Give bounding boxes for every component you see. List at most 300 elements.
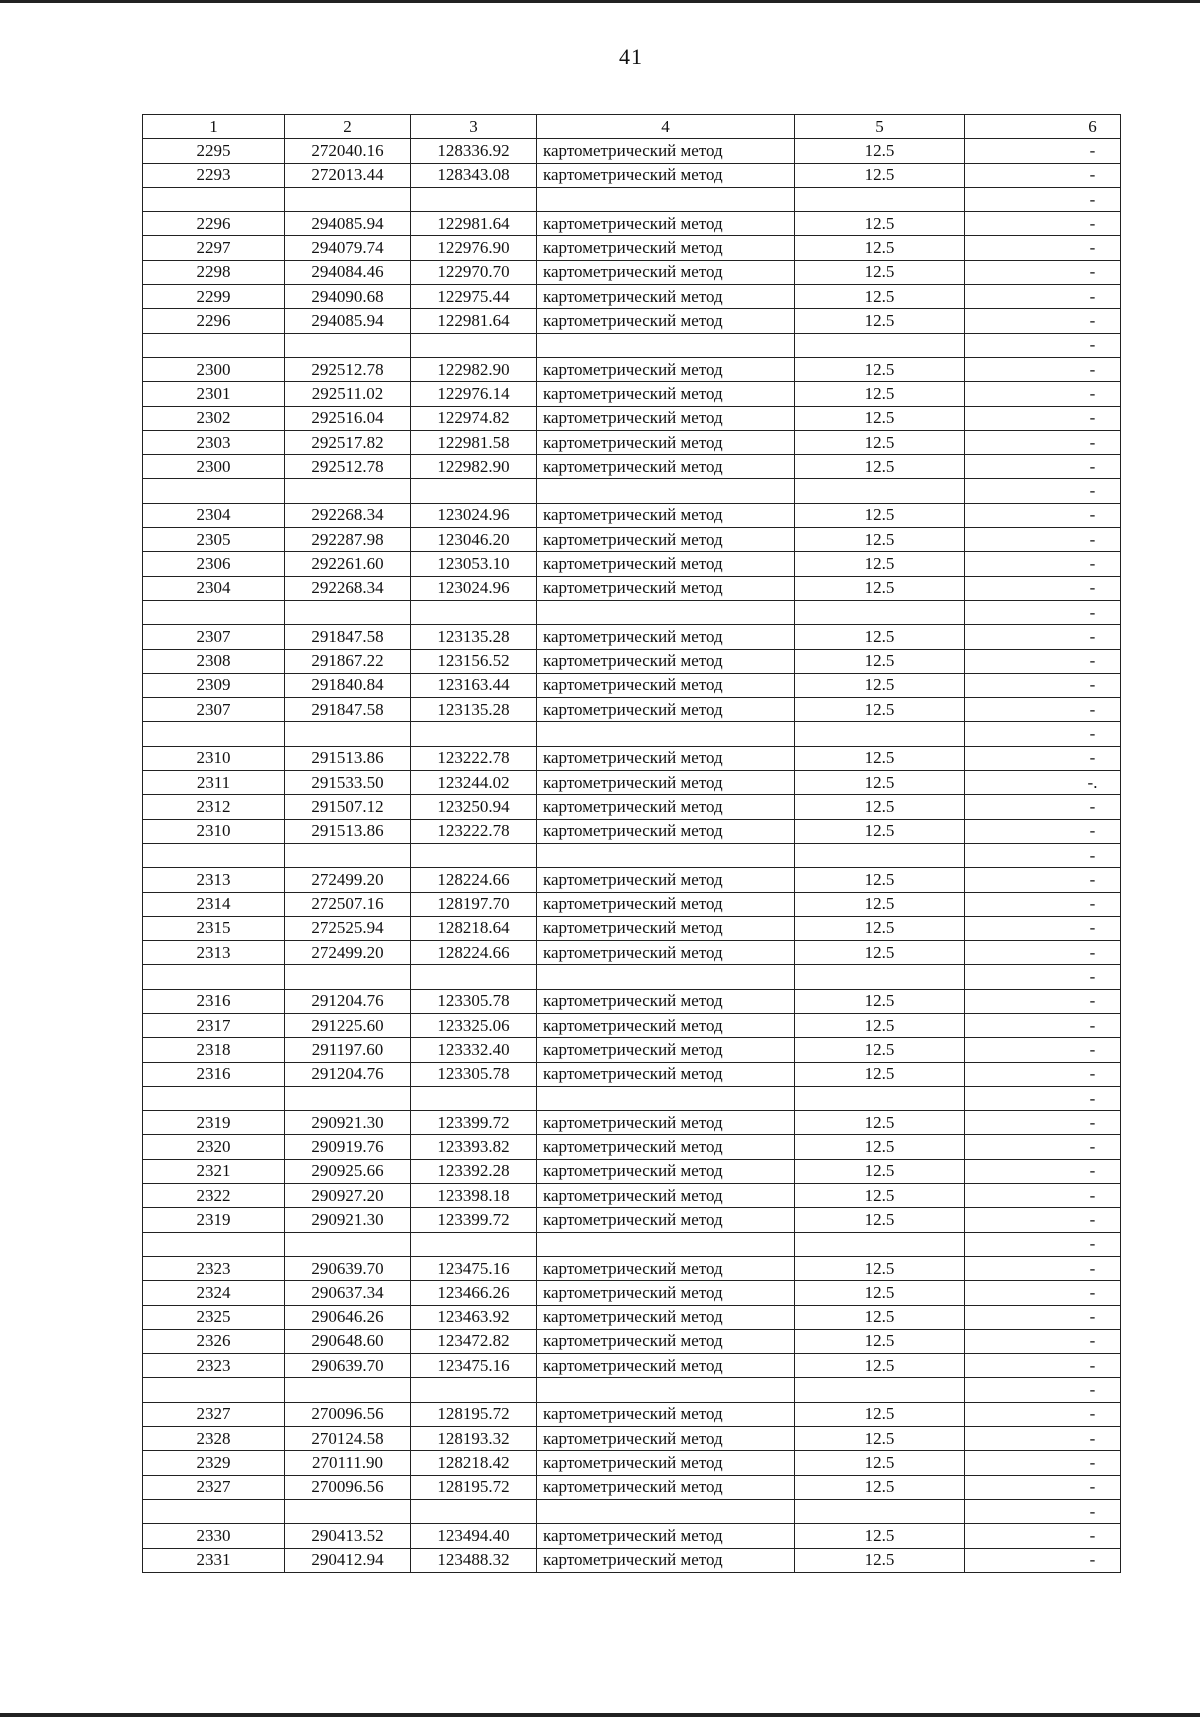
table-row bbox=[143, 503, 1121, 527]
x-coordinate-cell bbox=[285, 843, 411, 867]
method-cell bbox=[537, 1232, 795, 1256]
y-coordinate-cell: 123494.40 bbox=[411, 1524, 537, 1548]
method-cell: картометрический метод bbox=[537, 309, 795, 333]
note-cell: - bbox=[965, 649, 1121, 673]
x-coordinate-cell: 290639.70 bbox=[285, 1354, 411, 1378]
table-row bbox=[143, 1038, 1121, 1062]
accuracy-cell bbox=[795, 1232, 965, 1256]
point-number-cell: 2297 bbox=[143, 236, 285, 260]
point-number-cell: 2328 bbox=[143, 1427, 285, 1451]
note-cell: - bbox=[965, 1086, 1121, 1110]
accuracy-cell bbox=[795, 333, 965, 357]
table-row bbox=[143, 260, 1121, 284]
method-cell: картометрический метод bbox=[537, 1475, 795, 1499]
method-cell: картометрический метод bbox=[537, 455, 795, 479]
x-coordinate-cell: 272525.94 bbox=[285, 916, 411, 940]
table-row bbox=[143, 625, 1121, 649]
table-row bbox=[143, 843, 1121, 867]
x-coordinate-cell: 291513.86 bbox=[285, 819, 411, 843]
y-coordinate-cell: 123393.82 bbox=[411, 1135, 537, 1159]
point-number-cell: 2327 bbox=[143, 1475, 285, 1499]
note-cell: - bbox=[965, 1111, 1121, 1135]
x-coordinate-cell: 290639.70 bbox=[285, 1256, 411, 1280]
table-header-row bbox=[143, 115, 1121, 139]
table-row bbox=[143, 576, 1121, 600]
x-coordinate-cell: 291204.76 bbox=[285, 1062, 411, 1086]
x-coordinate-cell: 292268.34 bbox=[285, 503, 411, 527]
note-cell: - bbox=[965, 1208, 1121, 1232]
note-cell: - bbox=[965, 1184, 1121, 1208]
y-coordinate-cell: 123399.72 bbox=[411, 1208, 537, 1232]
y-coordinate-cell: 122975.44 bbox=[411, 285, 537, 309]
accuracy-cell: 12.5 bbox=[795, 1013, 965, 1037]
x-coordinate-cell: 270111.90 bbox=[285, 1451, 411, 1475]
table-row bbox=[143, 163, 1121, 187]
table-row bbox=[143, 1013, 1121, 1037]
x-coordinate-cell: 291847.58 bbox=[285, 625, 411, 649]
y-coordinate-cell bbox=[411, 479, 537, 503]
accuracy-cell: 12.5 bbox=[795, 236, 965, 260]
y-coordinate-cell: 123135.28 bbox=[411, 625, 537, 649]
table-row bbox=[143, 139, 1121, 163]
y-coordinate-cell: 128343.08 bbox=[411, 163, 537, 187]
note-cell: - bbox=[965, 892, 1121, 916]
point-number-cell: 2308 bbox=[143, 649, 285, 673]
accuracy-cell: 12.5 bbox=[795, 309, 965, 333]
point-number-cell: 2320 bbox=[143, 1135, 285, 1159]
point-number-cell: 2313 bbox=[143, 941, 285, 965]
table-row bbox=[143, 892, 1121, 916]
point-number-cell: 2301 bbox=[143, 382, 285, 406]
point-number-cell bbox=[143, 479, 285, 503]
x-coordinate-cell: 291507.12 bbox=[285, 795, 411, 819]
method-cell: картометрический метод bbox=[537, 1427, 795, 1451]
point-number-cell bbox=[143, 722, 285, 746]
x-coordinate-cell: 270096.56 bbox=[285, 1475, 411, 1499]
x-coordinate-cell: 290921.30 bbox=[285, 1208, 411, 1232]
accuracy-cell: 12.5 bbox=[795, 528, 965, 552]
x-coordinate-cell: 290921.30 bbox=[285, 1111, 411, 1135]
table-row bbox=[143, 1427, 1121, 1451]
method-cell bbox=[537, 843, 795, 867]
x-coordinate-cell: 270124.58 bbox=[285, 1427, 411, 1451]
method-cell: картометрический метод bbox=[537, 989, 795, 1013]
table-row bbox=[143, 1135, 1121, 1159]
method-cell: картометрический метод bbox=[537, 941, 795, 965]
note-cell: - bbox=[965, 1038, 1121, 1062]
x-coordinate-cell bbox=[285, 965, 411, 989]
y-coordinate-cell: 123156.52 bbox=[411, 649, 537, 673]
accuracy-cell: 12.5 bbox=[795, 260, 965, 284]
note-cell: - bbox=[965, 600, 1121, 624]
method-cell: картометрический метод bbox=[537, 1548, 795, 1572]
method-cell: картометрический метод bbox=[537, 1402, 795, 1426]
point-number-cell: 2326 bbox=[143, 1329, 285, 1353]
y-coordinate-cell: 123135.28 bbox=[411, 698, 537, 722]
method-cell: картометрический метод bbox=[537, 795, 795, 819]
note-cell: - bbox=[965, 1135, 1121, 1159]
note-cell: - bbox=[965, 503, 1121, 527]
accuracy-cell bbox=[795, 1378, 965, 1402]
header-cell: 4 bbox=[537, 115, 795, 139]
table-row bbox=[143, 1499, 1121, 1523]
point-number-cell: 2330 bbox=[143, 1524, 285, 1548]
note-cell: - bbox=[965, 1402, 1121, 1426]
y-coordinate-cell bbox=[411, 843, 537, 867]
note-cell: - bbox=[965, 722, 1121, 746]
accuracy-cell: 12.5 bbox=[795, 576, 965, 600]
accuracy-cell: 12.5 bbox=[795, 1111, 965, 1135]
accuracy-cell: 12.5 bbox=[795, 892, 965, 916]
table-row bbox=[143, 868, 1121, 892]
point-number-cell: 2304 bbox=[143, 576, 285, 600]
method-cell: картометрический метод bbox=[537, 771, 795, 795]
point-number-cell: 2309 bbox=[143, 673, 285, 697]
table-row bbox=[143, 1208, 1121, 1232]
method-cell: картометрический метод bbox=[537, 1159, 795, 1183]
x-coordinate-cell: 291204.76 bbox=[285, 989, 411, 1013]
table-row bbox=[143, 1548, 1121, 1572]
x-coordinate-cell: 272499.20 bbox=[285, 941, 411, 965]
method-cell: картометрический метод bbox=[537, 698, 795, 722]
accuracy-cell: 12.5 bbox=[795, 382, 965, 406]
point-number-cell: 2299 bbox=[143, 285, 285, 309]
y-coordinate-cell: 123222.78 bbox=[411, 819, 537, 843]
note-cell: - bbox=[965, 1232, 1121, 1256]
point-number-cell: 2316 bbox=[143, 1062, 285, 1086]
top-border-rule bbox=[0, 0, 1200, 3]
accuracy-cell bbox=[795, 479, 965, 503]
method-cell: картометрический метод bbox=[537, 382, 795, 406]
table-row bbox=[143, 1184, 1121, 1208]
note-cell: - bbox=[965, 1159, 1121, 1183]
method-cell: картометрический метод bbox=[537, 1354, 795, 1378]
method-cell: картометрический метод bbox=[537, 1329, 795, 1353]
method-cell: картометрический метод bbox=[537, 1208, 795, 1232]
point-number-cell: 2300 bbox=[143, 357, 285, 381]
table-row bbox=[143, 1354, 1121, 1378]
method-cell: картометрический метод bbox=[537, 163, 795, 187]
note-cell: - bbox=[965, 139, 1121, 163]
point-number-cell: 2295 bbox=[143, 139, 285, 163]
y-coordinate-cell bbox=[411, 1378, 537, 1402]
table-row bbox=[143, 1524, 1121, 1548]
method-cell bbox=[537, 187, 795, 211]
table-body bbox=[143, 115, 1121, 1573]
accuracy-cell: 12.5 bbox=[795, 1208, 965, 1232]
y-coordinate-cell: 122981.64 bbox=[411, 212, 537, 236]
accuracy-cell bbox=[795, 965, 965, 989]
method-cell bbox=[537, 1378, 795, 1402]
table-row bbox=[143, 600, 1121, 624]
point-number-cell: 2300 bbox=[143, 455, 285, 479]
x-coordinate-cell: 290646.26 bbox=[285, 1305, 411, 1329]
x-coordinate-cell: 272040.16 bbox=[285, 139, 411, 163]
y-coordinate-cell bbox=[411, 965, 537, 989]
note-cell: - bbox=[965, 625, 1121, 649]
point-number-cell bbox=[143, 333, 285, 357]
y-coordinate-cell: 123046.20 bbox=[411, 528, 537, 552]
note-cell: - bbox=[965, 989, 1121, 1013]
y-coordinate-cell: 122970.70 bbox=[411, 260, 537, 284]
y-coordinate-cell: 123463.92 bbox=[411, 1305, 537, 1329]
method-cell: картометрический метод bbox=[537, 212, 795, 236]
note-cell: - bbox=[965, 528, 1121, 552]
point-number-cell bbox=[143, 965, 285, 989]
accuracy-cell: 12.5 bbox=[795, 163, 965, 187]
x-coordinate-cell: 291840.84 bbox=[285, 673, 411, 697]
method-cell: картометрический метод bbox=[537, 406, 795, 430]
method-cell: картометрический метод bbox=[537, 576, 795, 600]
method-cell: картометрический метод bbox=[537, 868, 795, 892]
x-coordinate-cell: 294090.68 bbox=[285, 285, 411, 309]
table-row bbox=[143, 1378, 1121, 1402]
method-cell bbox=[537, 479, 795, 503]
accuracy-cell bbox=[795, 1086, 965, 1110]
method-cell bbox=[537, 1499, 795, 1523]
note-cell: - bbox=[965, 382, 1121, 406]
point-number-cell: 2319 bbox=[143, 1208, 285, 1232]
note-cell: - bbox=[965, 1281, 1121, 1305]
accuracy-cell bbox=[795, 187, 965, 211]
x-coordinate-cell: 290648.60 bbox=[285, 1329, 411, 1353]
x-coordinate-cell: 294079.74 bbox=[285, 236, 411, 260]
point-number-cell: 2298 bbox=[143, 260, 285, 284]
x-coordinate-cell bbox=[285, 1499, 411, 1523]
point-number-cell bbox=[143, 1378, 285, 1402]
x-coordinate-cell: 290919.76 bbox=[285, 1135, 411, 1159]
table-row bbox=[143, 285, 1121, 309]
x-coordinate-cell: 290413.52 bbox=[285, 1524, 411, 1548]
accuracy-cell: 12.5 bbox=[795, 1281, 965, 1305]
accuracy-cell: 12.5 bbox=[795, 1305, 965, 1329]
method-cell: картометрический метод bbox=[537, 819, 795, 843]
y-coordinate-cell: 123332.40 bbox=[411, 1038, 537, 1062]
point-number-cell bbox=[143, 1232, 285, 1256]
accuracy-cell: 12.5 bbox=[795, 285, 965, 309]
accuracy-cell bbox=[795, 722, 965, 746]
y-coordinate-cell: 123305.78 bbox=[411, 989, 537, 1013]
table-row bbox=[143, 1232, 1121, 1256]
accuracy-cell: 12.5 bbox=[795, 1062, 965, 1086]
x-coordinate-cell bbox=[285, 1378, 411, 1402]
method-cell bbox=[537, 600, 795, 624]
method-cell: картометрический метод bbox=[537, 1281, 795, 1305]
note-cell: - bbox=[965, 746, 1121, 770]
accuracy-cell: 12.5 bbox=[795, 649, 965, 673]
note-cell: - bbox=[965, 698, 1121, 722]
x-coordinate-cell: 291533.50 bbox=[285, 771, 411, 795]
note-cell: - bbox=[965, 819, 1121, 843]
point-number-cell: 2304 bbox=[143, 503, 285, 527]
y-coordinate-cell: 128197.70 bbox=[411, 892, 537, 916]
x-coordinate-cell: 272507.16 bbox=[285, 892, 411, 916]
method-cell: картометрический метод bbox=[537, 1013, 795, 1037]
note-cell: - bbox=[965, 236, 1121, 260]
y-coordinate-cell: 123475.16 bbox=[411, 1354, 537, 1378]
point-number-cell: 2317 bbox=[143, 1013, 285, 1037]
header-cell: 1 bbox=[143, 115, 285, 139]
method-cell: картометрический метод bbox=[537, 503, 795, 527]
table-row bbox=[143, 1159, 1121, 1183]
table-row bbox=[143, 989, 1121, 1013]
table-row bbox=[143, 1329, 1121, 1353]
table-row bbox=[143, 1475, 1121, 1499]
table-row bbox=[143, 1256, 1121, 1280]
x-coordinate-cell: 291225.60 bbox=[285, 1013, 411, 1037]
y-coordinate-cell: 122982.90 bbox=[411, 357, 537, 381]
point-number-cell bbox=[143, 600, 285, 624]
y-coordinate-cell: 123305.78 bbox=[411, 1062, 537, 1086]
note-cell: - bbox=[965, 285, 1121, 309]
point-number-cell: 2314 bbox=[143, 892, 285, 916]
x-coordinate-cell: 290412.94 bbox=[285, 1548, 411, 1572]
x-coordinate-cell: 292517.82 bbox=[285, 430, 411, 454]
accuracy-cell bbox=[795, 1499, 965, 1523]
y-coordinate-cell: 128224.66 bbox=[411, 941, 537, 965]
x-coordinate-cell: 292287.98 bbox=[285, 528, 411, 552]
y-coordinate-cell: 123244.02 bbox=[411, 771, 537, 795]
point-number-cell: 2323 bbox=[143, 1354, 285, 1378]
accuracy-cell: 12.5 bbox=[795, 989, 965, 1013]
y-coordinate-cell bbox=[411, 600, 537, 624]
y-coordinate-cell: 123325.06 bbox=[411, 1013, 537, 1037]
table-row bbox=[143, 430, 1121, 454]
y-coordinate-cell: 122981.64 bbox=[411, 309, 537, 333]
table-row bbox=[143, 965, 1121, 989]
y-coordinate-cell: 122976.90 bbox=[411, 236, 537, 260]
table-row bbox=[143, 1111, 1121, 1135]
method-cell bbox=[537, 965, 795, 989]
x-coordinate-cell bbox=[285, 1086, 411, 1110]
point-number-cell: 2321 bbox=[143, 1159, 285, 1183]
y-coordinate-cell: 123398.18 bbox=[411, 1184, 537, 1208]
method-cell: картометрический метод bbox=[537, 892, 795, 916]
point-number-cell: 2312 bbox=[143, 795, 285, 819]
accuracy-cell: 12.5 bbox=[795, 625, 965, 649]
note-cell: - bbox=[965, 333, 1121, 357]
x-coordinate-cell: 292512.78 bbox=[285, 357, 411, 381]
y-coordinate-cell: 128336.92 bbox=[411, 139, 537, 163]
table-row bbox=[143, 236, 1121, 260]
note-cell: - bbox=[965, 916, 1121, 940]
accuracy-cell: 12.5 bbox=[795, 1329, 965, 1353]
header-cell: 5 bbox=[795, 115, 965, 139]
y-coordinate-cell bbox=[411, 187, 537, 211]
x-coordinate-cell: 291867.22 bbox=[285, 649, 411, 673]
method-cell: картометрический метод bbox=[537, 357, 795, 381]
note-cell: - bbox=[965, 1354, 1121, 1378]
x-coordinate-cell: 272499.20 bbox=[285, 868, 411, 892]
x-coordinate-cell: 292511.02 bbox=[285, 382, 411, 406]
point-number-cell: 2296 bbox=[143, 212, 285, 236]
method-cell: картометрический метод bbox=[537, 139, 795, 163]
accuracy-cell: 12.5 bbox=[795, 1427, 965, 1451]
accuracy-cell: 12.5 bbox=[795, 941, 965, 965]
header-cell: 6 bbox=[965, 115, 1121, 139]
x-coordinate-cell: 290925.66 bbox=[285, 1159, 411, 1183]
y-coordinate-cell bbox=[411, 1499, 537, 1523]
accuracy-cell bbox=[795, 843, 965, 867]
y-coordinate-cell: 123222.78 bbox=[411, 746, 537, 770]
table-row bbox=[143, 333, 1121, 357]
note-cell: - bbox=[965, 479, 1121, 503]
note-cell: - bbox=[965, 1329, 1121, 1353]
bottom-border-rule bbox=[0, 1713, 1200, 1717]
accuracy-cell: 12.5 bbox=[795, 1402, 965, 1426]
point-number-cell bbox=[143, 1499, 285, 1523]
y-coordinate-cell: 123475.16 bbox=[411, 1256, 537, 1280]
note-cell: - bbox=[965, 552, 1121, 576]
header-cell: 2 bbox=[285, 115, 411, 139]
point-number-cell: 2311 bbox=[143, 771, 285, 795]
page-number: 41 bbox=[619, 44, 643, 69]
note-cell: - bbox=[965, 455, 1121, 479]
y-coordinate-cell: 128193.32 bbox=[411, 1427, 537, 1451]
accuracy-cell: 12.5 bbox=[795, 1159, 965, 1183]
note-cell: - bbox=[965, 1548, 1121, 1572]
table-row bbox=[143, 1402, 1121, 1426]
method-cell: картометрический метод bbox=[537, 552, 795, 576]
table-row bbox=[143, 309, 1121, 333]
table-row bbox=[143, 212, 1121, 236]
table-row bbox=[143, 406, 1121, 430]
method-cell: картометрический метод bbox=[537, 1062, 795, 1086]
table-row bbox=[143, 552, 1121, 576]
y-coordinate-cell: 123399.72 bbox=[411, 1111, 537, 1135]
accuracy-cell: 12.5 bbox=[795, 455, 965, 479]
point-number-cell: 2302 bbox=[143, 406, 285, 430]
accuracy-cell: 12.5 bbox=[795, 771, 965, 795]
x-coordinate-cell: 294085.94 bbox=[285, 309, 411, 333]
accuracy-cell: 12.5 bbox=[795, 795, 965, 819]
table-row bbox=[143, 795, 1121, 819]
accuracy-cell: 12.5 bbox=[795, 212, 965, 236]
method-cell: картометрический метод bbox=[537, 1111, 795, 1135]
table-row bbox=[143, 1451, 1121, 1475]
table-row bbox=[143, 941, 1121, 965]
y-coordinate-cell: 122976.14 bbox=[411, 382, 537, 406]
x-coordinate-cell bbox=[285, 333, 411, 357]
accuracy-cell: 12.5 bbox=[795, 673, 965, 697]
accuracy-cell: 12.5 bbox=[795, 1038, 965, 1062]
point-number-cell bbox=[143, 187, 285, 211]
x-coordinate-cell: 294085.94 bbox=[285, 212, 411, 236]
accuracy-cell: 12.5 bbox=[795, 139, 965, 163]
note-cell: - bbox=[965, 1499, 1121, 1523]
note-cell: - bbox=[965, 941, 1121, 965]
accuracy-cell: 12.5 bbox=[795, 698, 965, 722]
y-coordinate-cell: 122974.82 bbox=[411, 406, 537, 430]
point-number-cell: 2325 bbox=[143, 1305, 285, 1329]
y-coordinate-cell: 123024.96 bbox=[411, 576, 537, 600]
x-coordinate-cell: 291847.58 bbox=[285, 698, 411, 722]
y-coordinate-cell bbox=[411, 722, 537, 746]
note-cell: - bbox=[965, 965, 1121, 989]
accuracy-cell: 12.5 bbox=[795, 1475, 965, 1499]
point-number-cell: 2310 bbox=[143, 819, 285, 843]
table-row bbox=[143, 673, 1121, 697]
point-number-cell bbox=[143, 1086, 285, 1110]
table-row bbox=[143, 1086, 1121, 1110]
table-row bbox=[143, 479, 1121, 503]
point-number-cell: 2315 bbox=[143, 916, 285, 940]
method-cell: картометрический метод bbox=[537, 1256, 795, 1280]
x-coordinate-cell bbox=[285, 600, 411, 624]
method-cell: картометрический метод bbox=[537, 260, 795, 284]
accuracy-cell: 12.5 bbox=[795, 1524, 965, 1548]
table-row bbox=[143, 649, 1121, 673]
